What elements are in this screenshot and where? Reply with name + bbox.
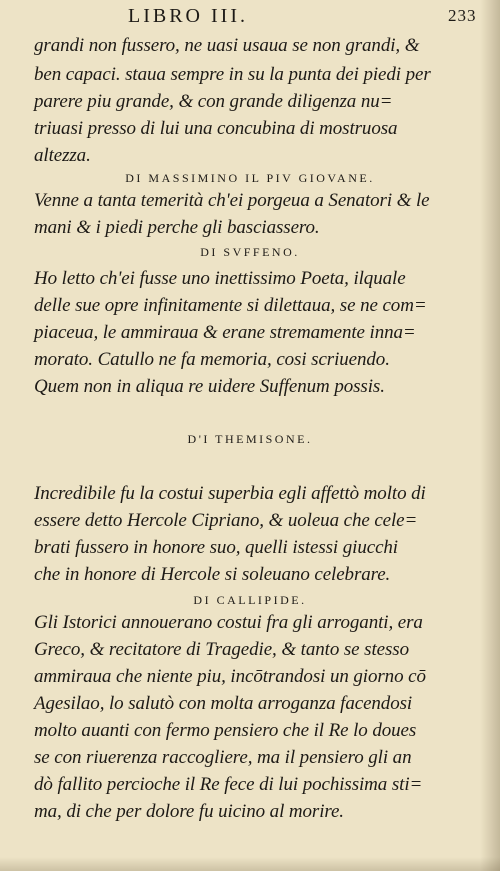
text-line: essere detto Hercole Cipriano, & uoleua che cele= <box>34 510 418 531</box>
text-line: delle sue opre infinitamente si dilettaua, se ne com= <box>34 295 427 316</box>
text-line: ben capaci. staua sempre in su la punta dei piedi per <box>34 64 431 85</box>
text-line: Agesilao, lo salutò con molta arroganza facendosi <box>34 693 413 714</box>
section-heading-massimino: DI MASSIMINO IL PIV GIOVANE. <box>125 171 375 185</box>
text-line: brati fussero in honore suo, quelli istessi giucchi <box>34 537 398 558</box>
text-line: piaceua, le ammiraua & erane stremamente inna= <box>34 322 416 343</box>
text-line: Gli Istorici annouerano costui fra gli arroganti, era <box>34 612 423 633</box>
page-number: 233 <box>448 6 477 25</box>
text-line: ammiraua che niente piu, incōtrandosi un giorno cō <box>34 666 426 687</box>
text-line: ma, di che per dolore fu uicino al morire. <box>34 801 344 822</box>
text-line: se con riuerenza raccogliere, ma il pensiero gli an <box>34 747 412 768</box>
text-line: Venne a tanta temerità ch'ei porgeua a Senatori & le <box>34 190 430 211</box>
text-line: molto auanti con fermo pensiero che il Re lo doues <box>34 720 417 741</box>
text-line: altezza. <box>34 145 91 166</box>
text-line: grandi non fussero, ne uasi usaua se non grandi, & <box>34 35 420 56</box>
text-line: parere piu grande, & con grande diligenza nu= <box>34 91 393 112</box>
text-line: dò fallito percioche il Re fece di lui pochissima sti= <box>34 774 423 795</box>
text-line: Quem non in aliqua re uidere Suffenum possis. <box>34 376 385 397</box>
section-heading-suffeno: DI SVFFENO. <box>200 245 300 259</box>
text-line: mani & i piedi perche gli basciassero. <box>34 217 320 238</box>
text-line: morato. Catullo ne fa memoria, cosi scriuendo. <box>34 349 390 370</box>
text-line: triuasi presso di lui una concubina di mostruosa <box>34 118 398 139</box>
text-line: Ho letto ch'ei fusse uno inettissimo Poeta, ilquale <box>34 268 406 289</box>
section-heading-callipide: DI CALLIPIDE. <box>193 593 307 607</box>
text-line: che in honore di Hercole si soleuano celebrare. <box>34 564 391 585</box>
page-shadow-bottom <box>0 857 500 871</box>
section-heading-themisone: D'I THEMISONE. <box>187 432 313 446</box>
running-head-title: LIBRO III. <box>128 5 248 27</box>
text-line: Incredibile fu la costui superbia egli affettò molto di <box>34 483 426 504</box>
text-line: Greco, & recitatore di Tragedie, & tanto se stesso <box>34 639 409 660</box>
